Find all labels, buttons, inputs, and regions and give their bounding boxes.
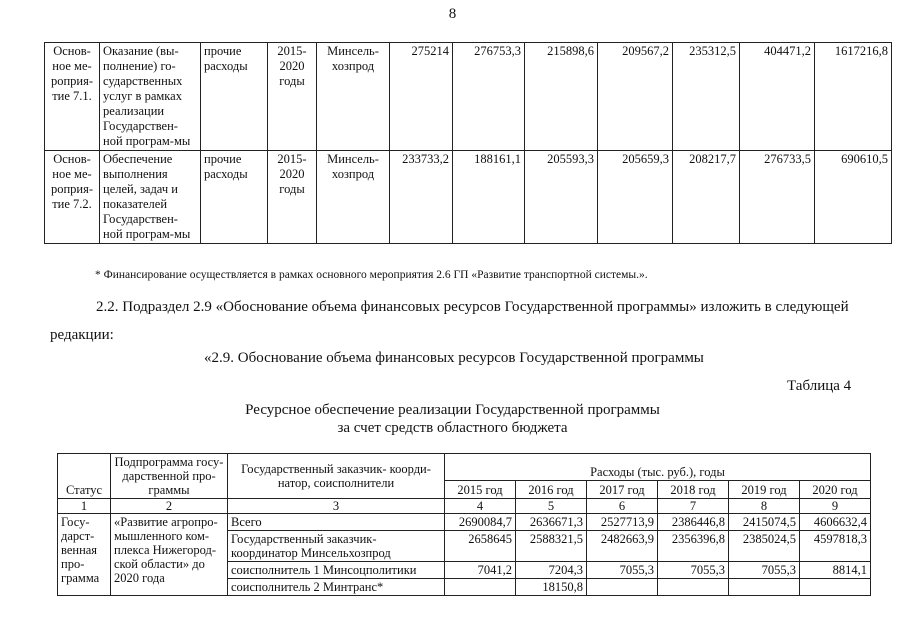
index-cell: 6 [587, 499, 658, 514]
value-cell [445, 579, 516, 596]
value-cell: 205593,3 [525, 151, 598, 244]
value-cell: 188161,1 [453, 151, 525, 244]
value-cell [587, 579, 658, 596]
value-cell: 209567,2 [598, 43, 673, 151]
value-cell: 2386446,8 [658, 514, 729, 531]
index-row [58, 499, 871, 514]
value-cell: 276733,5 [740, 151, 815, 244]
index-cell: 5 [516, 499, 587, 514]
value-cell: 404471,2 [740, 43, 815, 151]
value-cell [729, 579, 800, 596]
value-cell: 276753,3 [453, 43, 525, 151]
footnote: * Финансирование осуществляется в рамках основного мероприятия 2.6 ГП «Развитие транспортной системы.». [95, 269, 648, 281]
value-cell [658, 579, 729, 596]
index-cell: 3 [228, 499, 445, 514]
year-header: 2019 год [729, 481, 800, 499]
page-number: 8 [448, 6, 457, 22]
value-cell: 7204,3 [516, 562, 587, 579]
executor-cell: Минсель-хозпрод [317, 151, 390, 244]
table-row [45, 151, 892, 244]
table-title: Ресурсное обеспечение реализации Государственной программы [245, 402, 660, 418]
value-cell: 2690084,7 [445, 514, 516, 531]
header-subprogram: Подпрограмма госу-дарственной про-граммы [111, 454, 228, 499]
header-expenses: Расходы (тыс. руб.), годы [445, 454, 871, 481]
value-cell: 2415074,5 [729, 514, 800, 531]
executor-cell: Минсель-хозпрод [317, 43, 390, 151]
value-cell: 2385024,5 [729, 531, 800, 562]
status-cell: Основ-ное ме-роприя-тие 7.1. [45, 43, 100, 151]
value-cell: 8814,1 [800, 562, 871, 579]
header-status: Статус [58, 454, 111, 499]
name-cell: Обеспечение выполнения целей, задач и показателей Государствен-ной програм-мы [100, 151, 201, 244]
status-cell: Госу-дарст-венная про-грамма [58, 514, 111, 596]
year-header: 2017 год [587, 481, 658, 499]
table-subtitle: за счет средств областного бюджета [337, 420, 568, 436]
row-label: Государственный заказчик-координатор Минсельхозпрод [228, 531, 445, 562]
subprogram-cell: «Развитие агропро-мышленного ком-плекса Нижегород-ской области» до 2020 года [111, 514, 228, 596]
period-cell: 2015-2020 годы [268, 151, 317, 244]
type-cell: прочие расходы [201, 151, 268, 244]
value-cell: 2636671,3 [516, 514, 587, 531]
header-customer: Государственный заказчик- коорди-натор, соисполнители [228, 454, 445, 499]
value-cell: 233733,2 [390, 151, 453, 244]
index-cell: 4 [445, 499, 516, 514]
paragraph: 2.2. Подраздел 2.9 «Обоснование объема финансовых ресурсов Государственной программы» изложить в следующей [96, 299, 849, 315]
value-cell: 2356396,8 [658, 531, 729, 562]
year-header: 2018 год [658, 481, 729, 499]
value-cell: 7041,2 [445, 562, 516, 579]
value-cell: 4606632,4 [800, 514, 871, 531]
value-cell: 690610,5 [815, 151, 892, 244]
table-row [45, 43, 892, 151]
value-cell: 235312,5 [673, 43, 740, 151]
value-cell: 7055,3 [729, 562, 800, 579]
name-cell: Оказание (вы-полнение) го-сударственных услуг в рамках реализации Государствен-ной програм-мы [100, 43, 201, 151]
index-cell: 1 [58, 499, 111, 514]
value-cell: 1617216,8 [815, 43, 892, 151]
resource-table [57, 453, 871, 596]
measures-table [44, 42, 892, 244]
value-cell: 7055,3 [587, 562, 658, 579]
value-cell: 2482663,9 [587, 531, 658, 562]
index-cell: 7 [658, 499, 729, 514]
subsection-heading: «2.9. Обоснование объема финансовых ресурсов Государственной программы [204, 350, 704, 366]
year-header: 2015 год [445, 481, 516, 499]
value-cell: 2527713,9 [587, 514, 658, 531]
type-cell: прочие расходы [201, 43, 268, 151]
value-cell: 7055,3 [658, 562, 729, 579]
value-cell: 2658645 [445, 531, 516, 562]
index-cell: 9 [800, 499, 871, 514]
value-cell: 4597818,3 [800, 531, 871, 562]
header-row [58, 454, 871, 481]
row-label: Всего [228, 514, 445, 531]
period-cell: 2015-2020 годы [268, 43, 317, 151]
value-cell: 2588321,5 [516, 531, 587, 562]
table-label: Таблица 4 [787, 378, 852, 394]
paragraph-continuation: редакции: [50, 327, 114, 343]
value-cell: 215898,6 [525, 43, 598, 151]
status-cell: Основ-ное ме-роприя-тие 7.2. [45, 151, 100, 244]
row-label: соисполнитель 2 Минтранс* [228, 579, 445, 596]
index-cell: 2 [111, 499, 228, 514]
value-cell: 205659,3 [598, 151, 673, 244]
year-header: 2020 год [800, 481, 871, 499]
year-header: 2016 год [516, 481, 587, 499]
table-row [58, 514, 871, 531]
value-cell: 275214 [390, 43, 453, 151]
value-cell: 18150,8 [516, 579, 587, 596]
row-label: соисполнитель 1 Минсоцполитики [228, 562, 445, 579]
index-cell: 8 [729, 499, 800, 514]
value-cell [800, 579, 871, 596]
value-cell: 208217,7 [673, 151, 740, 244]
